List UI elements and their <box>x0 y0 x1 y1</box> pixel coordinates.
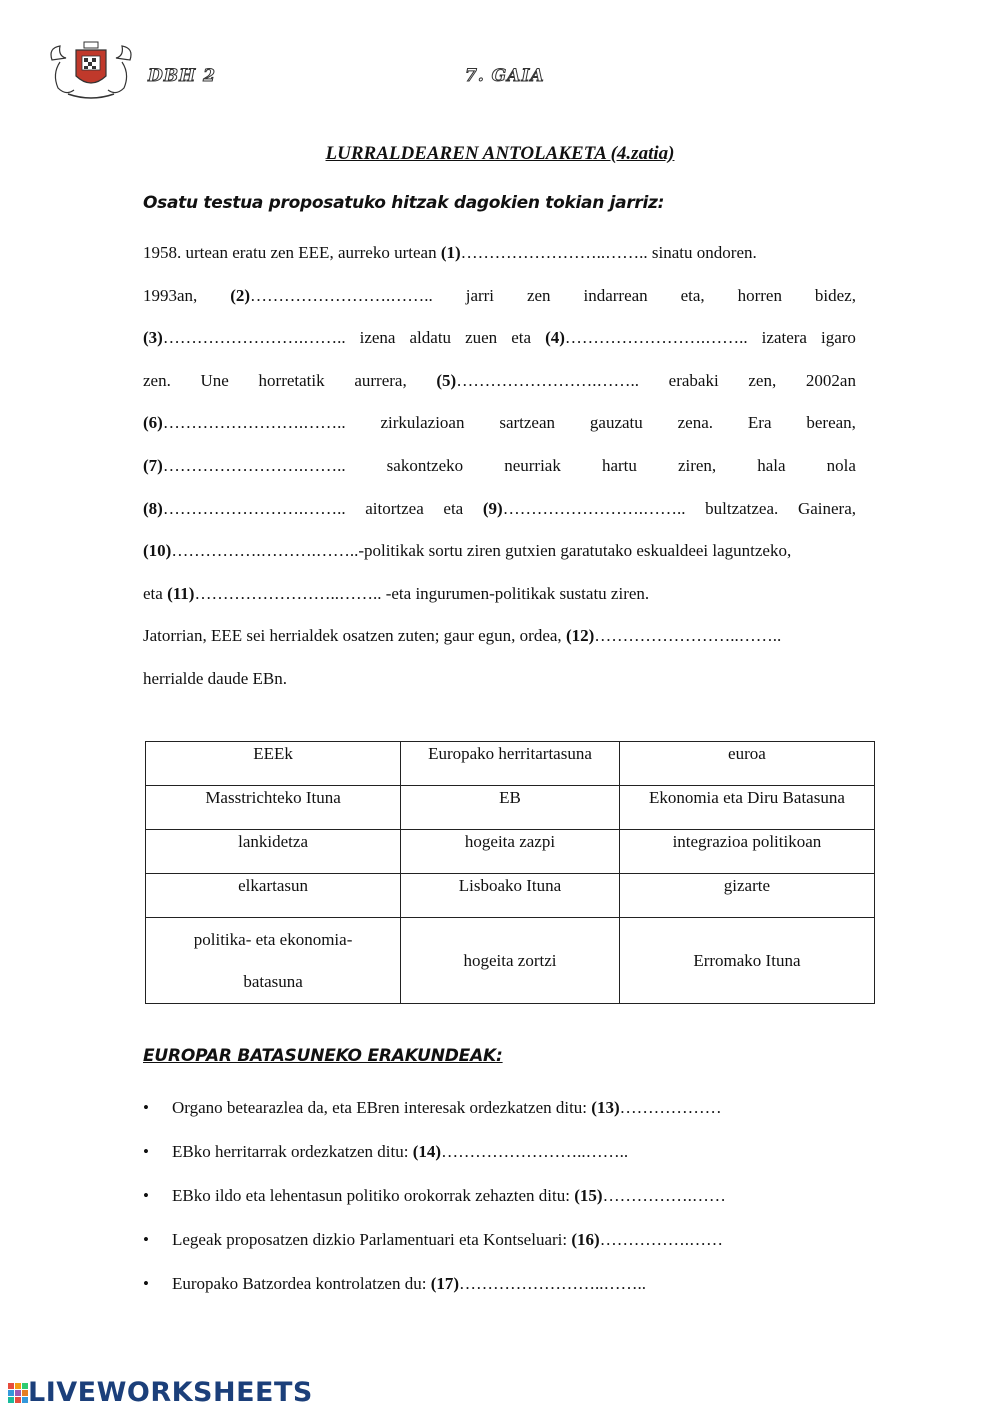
paragraph-line-7: (8)…………………….…….. aitortzea eta (9)…………………….…….. bultzatzea. Gainera, <box>143 498 856 518</box>
instruction: Osatu testua proposatuko hitzak dagokien tokian jarriz: <box>143 193 665 213</box>
unit-label: 7. GAIA <box>465 66 545 86</box>
list-item: • Organo betearazlea da, eta EBren interesak ordezkatzen ditu: (13)……………… <box>143 1086 903 1130</box>
institution-list <box>143 1086 903 1306</box>
blank-3[interactable]: …………………….…….. <box>162 328 346 348</box>
paragraph-line-8 <box>143 530 856 573</box>
liveworksheets-logo[interactable] <box>8 1377 313 1408</box>
bullet-icon: • <box>143 1186 149 1205</box>
blank-7[interactable]: …………………….…….. <box>162 455 346 475</box>
word-cell: Masstrichteko Ituna <box>146 786 401 830</box>
word-cell: euroa <box>619 742 874 786</box>
word-cell: lankidetza <box>146 830 401 874</box>
blank-17[interactable]: ……………………..…….. <box>459 1274 647 1293</box>
word-cell: integrazioa politikoan <box>619 830 874 874</box>
blank-9[interactable]: …………………….…….. <box>502 498 686 518</box>
blank-number: (4) <box>545 328 565 348</box>
blank-number: (6) <box>143 413 163 433</box>
blank-13[interactable]: ……………… <box>619 1098 722 1117</box>
word-cell: gizarte <box>619 874 874 918</box>
blank-number: (2) <box>230 285 251 305</box>
blank-number: (1) <box>440 243 461 262</box>
page-title: LURRALDEAREN ANTOLAKETA (4.zatia) <box>325 143 675 164</box>
blank-number: (8) <box>143 498 163 518</box>
list-item: • EBko ildo eta lehentasun politiko orokorrak zehazten ditu: (15)…………….…… <box>143 1174 903 1218</box>
paragraph-line-2: 1993an, (2)…………………….…….. jarri zen indarrean eta, horren bidez, <box>143 285 856 305</box>
blank-10[interactable]: …………….……….……..-politikak sortu ziren gutxien garatutako eskualdeei laguntzeko, <box>171 541 792 561</box>
word-cell: politika- eta ekonomia- batasuna <box>146 918 401 1004</box>
blank-8[interactable]: …………………….…….. <box>162 498 346 518</box>
course-label: DBH 2 <box>148 66 216 86</box>
list-item: • Legeak proposatzen dizkio Parlamentuari eta Kontseluari: (16)…………….…… <box>143 1218 903 1262</box>
squares-grid-icon <box>8 1383 28 1403</box>
blank-number: (10) <box>143 541 172 561</box>
table-row <box>146 786 875 830</box>
table-row <box>146 918 875 1004</box>
word-cell: EB <box>401 786 620 830</box>
paragraph-line-10: Jatorrian, EEE sei herrialdek osatzen zuten; gaur egun, ordea, (12)……………………..…….. <box>143 626 782 646</box>
bullet-icon: • <box>143 1098 149 1117</box>
blank-6[interactable]: …………………….…….. <box>162 413 346 433</box>
blank-5[interactable]: …………………….…….. <box>456 370 639 390</box>
blank-number: (12) <box>565 626 595 646</box>
paragraph-line-11: herrialde daude EBn. <box>143 668 287 688</box>
paragraph-line-3: (3)…………………….…….. izena aldatu zuen eta (4)…………………….…….. izatera igaro <box>143 328 856 348</box>
bullet-icon: • <box>143 1142 149 1161</box>
list-item: • EBko herritarrak ordezkatzen ditu: (14)……………………..…….. <box>143 1130 903 1174</box>
paragraph-line-9: eta (11)……………………..…….. -eta ingurumen-politikak sustatu ziren. <box>143 583 650 603</box>
list-item: • Europako Batzordea kontrolatzen du: (17)……………………..…….. <box>143 1262 903 1306</box>
section-title: EUROPAR BATASUNEKO ERAKUNDEAK: <box>143 1046 503 1066</box>
bullet-icon: • <box>143 1230 149 1249</box>
fill-in-paragraph <box>143 232 856 701</box>
blank-4[interactable]: …………………….…….. <box>564 328 748 348</box>
word-bank-table <box>145 741 875 1004</box>
blank-2[interactable]: …………………….…….. <box>250 285 433 305</box>
blank-12[interactable]: ……………………..…….. <box>594 626 782 646</box>
blank-number: (11) <box>167 583 195 603</box>
blank-number: (13) <box>591 1098 620 1117</box>
paragraph-line-6: (7)…………………….…….. sakontzeko neurriak hartu ziren, hala nola <box>143 455 856 475</box>
blank-number: (16) <box>571 1230 600 1249</box>
word-cell: Erromako Ituna <box>619 918 874 1004</box>
blank-number: (14) <box>412 1142 442 1161</box>
paragraph-line-4: zen. Une horretatik aurrera, (5)…………………….…….. erabaki zen, 2002an <box>143 370 856 390</box>
blank-14[interactable]: ……………………..…….. <box>441 1142 629 1161</box>
word-cell: hogeita zazpi <box>401 830 620 874</box>
word-cell: Ekonomia eta Diru Batasuna <box>619 786 874 830</box>
bullet-icon: • <box>143 1274 149 1293</box>
blank-15[interactable]: …………….…… <box>602 1186 726 1205</box>
blank-1[interactable]: ……………………..…….. sinatu ondoren. <box>460 243 757 262</box>
word-cell: Europako herritartasuna <box>401 742 620 786</box>
table-row <box>146 742 875 786</box>
word-cell: EEEk <box>146 742 401 786</box>
table-row <box>146 874 875 918</box>
blank-number: (5) <box>436 370 457 390</box>
paragraph-line-1: 1958. urtean eratu zen EEE, aurreko urtean (1)……………………..…….. sinatu ondoren. <box>143 243 757 262</box>
table-row <box>146 830 875 874</box>
school-crest-icon <box>46 40 136 102</box>
brand-text: LIVEWORKSHEETS <box>28 1377 313 1408</box>
word-cell: hogeita zortzi <box>401 918 620 1004</box>
blank-number: (15) <box>574 1186 603 1205</box>
blank-number: (9) <box>482 498 503 518</box>
blank-number: (7) <box>143 455 163 475</box>
blank-11[interactable]: ……………………..…….. -eta ingurumen-politikak sustatu ziren. <box>194 583 650 603</box>
blank-number: (3) <box>143 328 163 348</box>
word-cell: elkartasun <box>146 874 401 918</box>
blank-number: (17) <box>430 1274 460 1293</box>
word-cell: Lisboako Ituna <box>401 874 620 918</box>
paragraph-line-5: (6)…………………….…….. zirkulazioan sartzean gauzatu zena. Era berean, <box>143 413 856 433</box>
blank-16[interactable]: …………….…… <box>599 1230 723 1249</box>
